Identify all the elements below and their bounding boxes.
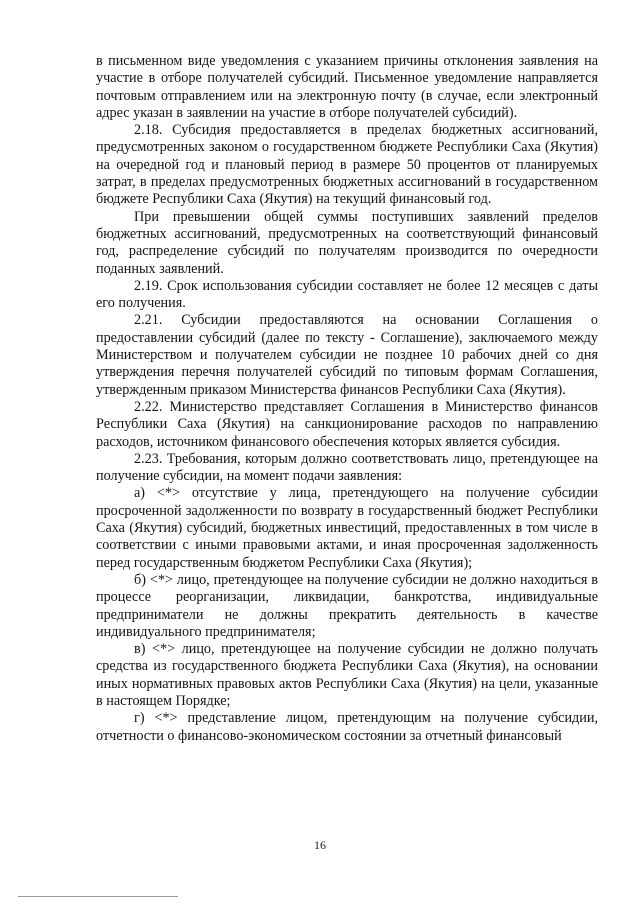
paragraph: 2.22. Министерство представляет Соглашения в Министерство финансов Республики Саха (Якутия) на санкционирование расходов по направлению расходов, источником финансового обеспечения которых является субсидия. (96, 398, 598, 450)
paragraph: г) <*> представление лицом, претендующим на получение субсидии, отчетности о финансово-экономическом состоянии за отчетный финансовый (96, 710, 598, 744)
paragraph: 2.18. Субсидия предоставляется в пределах бюджетных ассигнований, предусмотренных законом о государственном бюджете Республики Саха (Якутия) на очередной год и плановый период в размере 50 процентов от планируемых затрат, в пределах предусмотренных бюджетных ассигнований в государственном бюджете Республики Саха (Якутия) на текущий финансовый год. (96, 122, 598, 208)
paragraph: 2.21. Субсидии предоставляются на основании Соглашения о предоставлении субсидий (далее по тексту - Соглашение), заключаемого между Министерством и получателем субсидии не позднее 10 рабочих дней со дня утверждения перечня получателей субсидий по типовым формам Соглашения, утвержденным приказом Министерства финансов Республики Саха (Якутия). (96, 312, 598, 398)
page-number: 16 (314, 838, 326, 852)
paragraph: в) <*> лицо, претендующее на получение субсидии не должно получать средства из государственного бюджета Республики Саха (Якутия), на основании иных нормативных правовых актов Республики Саха (Якутия) на цели, указанные в настоящем Порядке; (96, 641, 598, 709)
paragraph: При превышении общей суммы поступивших заявлений пределов бюджетных ассигнований, предусмотренных на соответствующий финансовый год, распределение субсидий по получателям производится по очередности поданных заявлений. (96, 208, 598, 277)
bottom-rule-line (18, 896, 178, 897)
paragraph: 2.23. Требования, которым должно соответствовать лицо, претендующее на получение субсидии, на момент подачи заявления: (96, 450, 598, 485)
paragraph: б) <*> лицо, претендующее на получение субсидии не должно находиться в процессе реорганизации, ликвидации, банкротства, индивидуальные предприниматели не должны прекратить деятельность в качестве индивидуального предпринимателя; (96, 571, 598, 640)
paragraph: а) <*> отсутствие у лица, претендующего на получение субсидии просроченной задолженности по возврату в государственный бюджет Республики Саха (Якутия) субсидий, бюджетных инвестиций, предоставленных в том числе в соответствии с иными правовыми актами, и иная просроченная задолженность перед государственным бюджетом Республики Саха (Якутия); (96, 485, 598, 571)
paragraph: 2.19. Срок использования субсидии составляет не более 12 месяцев с даты его получения. (96, 277, 598, 312)
paragraph: в письменном виде уведомления с указанием причины отклонения заявления на участие в отборе получателей субсидий. Письменное уведомление направляется почтовым отправлением или на электронную почту (в случае, если электронный адрес указан в заявлении на участие в отборе получателей субсидий). (96, 53, 598, 121)
document-body-text (96, 53, 598, 745)
